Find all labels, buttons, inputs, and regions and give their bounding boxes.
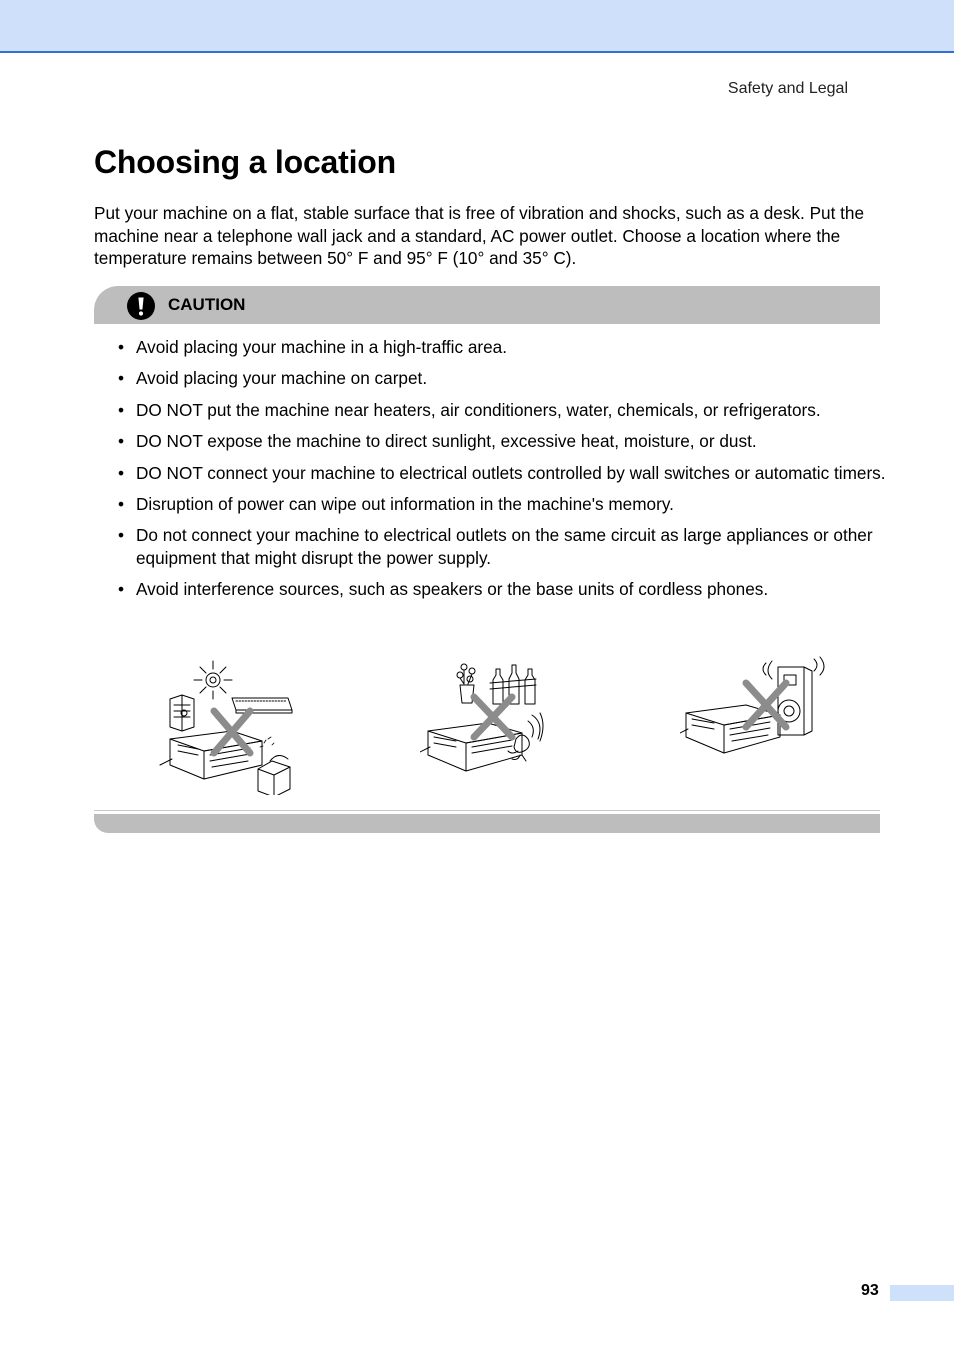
bullet-marker: •	[118, 462, 125, 483]
caution-item-text: DO NOT put the machine near heaters, air conditioners, water, chemicals, or refrigerators.	[136, 399, 821, 420]
caution-label: CAUTION	[168, 295, 246, 314]
caution-item	[118, 462, 888, 485]
machine-near-speaker-prohibited-icon	[680, 655, 825, 770]
bullet-marker: •	[118, 337, 125, 357]
caution-bar	[94, 286, 880, 324]
machine-near-water-chemicals-prohibited-icon	[420, 655, 560, 780]
page-title: Choosing a location	[94, 144, 396, 180]
caution-item-text: DO NOT connect your machine to electrical outlets controlled by wall switches or automatic timers.	[136, 462, 886, 483]
caution-item-text: Disruption of power can wipe out information in the machine's memory.	[136, 493, 674, 514]
caution-item	[118, 493, 888, 516]
caution-end-rule	[94, 810, 880, 811]
caution-item-text: Avoid interference sources, such as speakers or the base units of cordless phones.	[136, 579, 769, 600]
bullet-marker: •	[118, 525, 125, 546]
caution-item-text: Avoid placing your machine in a high-traffic area.	[136, 337, 508, 357]
machine-near-heat-sources-prohibited-icon	[150, 655, 300, 795]
page-tab	[890, 1285, 954, 1301]
intro-paragraph: Put your machine on a flat, stable surface that is free of vibration and shocks, such as a desk. Put the machine near a telephone wall jack and a standard, AC power outlet. Choose a location where the temperature remains between 50° F and 95° F (10° and 35° C).	[94, 203, 865, 269]
caution-item-text: DO NOT expose the machine to direct sunlight, excessive heat, moisture, or dust.	[136, 431, 757, 452]
caution-item	[118, 430, 888, 453]
page-number: 93	[861, 1282, 879, 1299]
bullet-marker: •	[118, 493, 125, 514]
caution-end-bar	[94, 814, 880, 833]
caution-item	[118, 524, 888, 569]
bullet-marker: •	[118, 431, 125, 452]
bullet-marker: •	[118, 579, 125, 600]
caution-list	[118, 336, 888, 610]
exclamation-circle-icon	[127, 292, 155, 320]
caution-item-text: Do not connect your machine to electrical outlets on the same circuit as large appliances or other equipment that might disrupt the power supply.	[136, 525, 873, 568]
caution-item-text: Avoid placing your machine on carpet.	[136, 368, 428, 389]
running-head: Safety and Legal	[727, 80, 848, 97]
caution-item	[118, 367, 888, 390]
caution-item	[118, 399, 888, 422]
bullet-marker: •	[118, 399, 125, 420]
caution-item	[118, 578, 888, 601]
bullet-marker: •	[118, 368, 125, 389]
caution-item	[118, 336, 888, 359]
header-band	[0, 0, 954, 53]
